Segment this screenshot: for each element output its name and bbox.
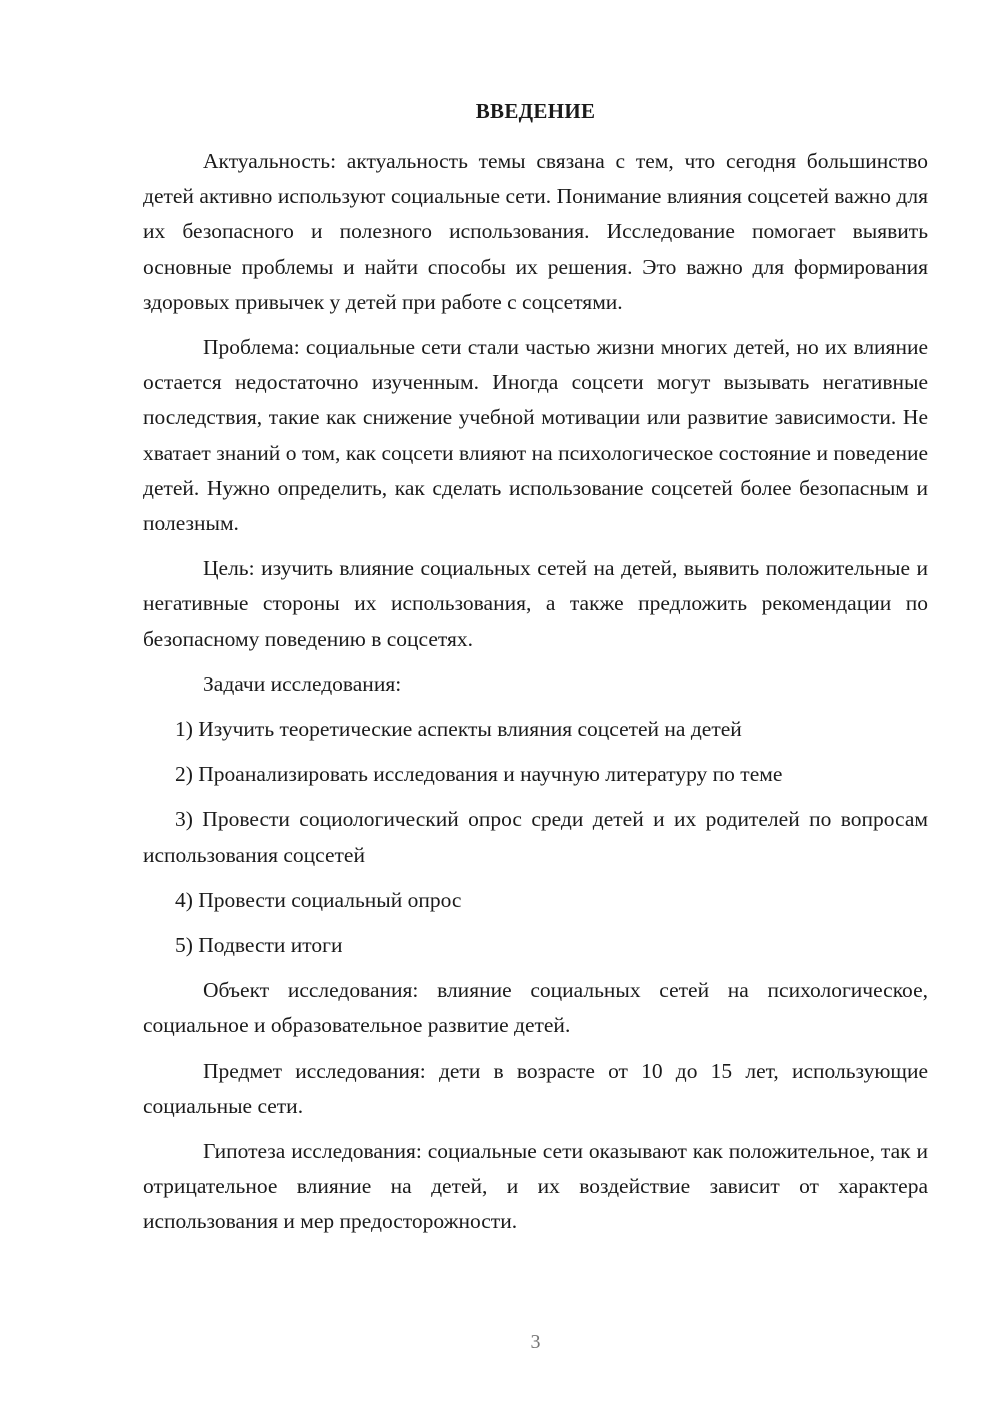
task-item-2: 2) Проанализировать исследования и научную литературу по теме: [175, 762, 783, 787]
page-title: ВВЕДЕНИЕ: [475, 99, 596, 123]
tasks-heading: Задачи исследования:: [203, 671, 402, 696]
paragraph-goal: Цель: изучить влияние социальных сетей на детей, выявить положительные и негативные стороны их использования, а также предложить рекомендации по безопасному поведению в соцсетях.: [143, 556, 928, 651]
paragraph-hypothesis: Гипотеза исследования: социальные сети оказывают как положительное, так и отрицательное влияние на детей, и их воздействие зависит от характера использования и мер предосторожности.: [143, 1139, 928, 1234]
paragraph-object: Объект исследования: влияние социальных сетей на психологическое, социальное и образовательное развитие детей.: [143, 978, 928, 1038]
paragraph-relevance: Актуальность: актуальность темы связана с тем, что сегодня большинство детей активно используют социальные сети. Понимание влияния соцсетей важно для их безопасного и полезного использования. Исследование помогает выявить основные проблемы и найти способы их решения. Это важно для формирования здоровых привычек у детей при работе с соцсетями.: [143, 149, 928, 314]
task-item-4: 4) Провести социальный опрос: [175, 887, 462, 912]
paragraph-problem: Проблема: социальные сети стали частью жизни многих детей, но их влияние остается недостаточно изученным. Иногда соцсети могут вызывать негативные последствия, такие как снижение учебной мотивации или развитие зависимости. Не хватает знаний о том, как соцсети влияют на психологическое состояние и поведение детей. Нужно определить, как сделать использование соцсетей более безопасным и полезным.: [143, 335, 928, 536]
task-item-3: 3) Провести социологический опрос среди детей и их родителей по вопросам использования соцсетей: [143, 807, 928, 867]
task-item-1: 1) Изучить теоретические аспекты влияния соцсетей на детей: [175, 717, 742, 742]
task-item-5: 5) Подвести итоги: [175, 933, 343, 958]
paragraph-subject: Предмет исследования: дети в возрасте от 10 до 15 лет, использующие социальные сети.: [143, 1058, 928, 1118]
document-body: [143, 144, 928, 1250]
page-number: 3: [530, 1331, 541, 1353]
